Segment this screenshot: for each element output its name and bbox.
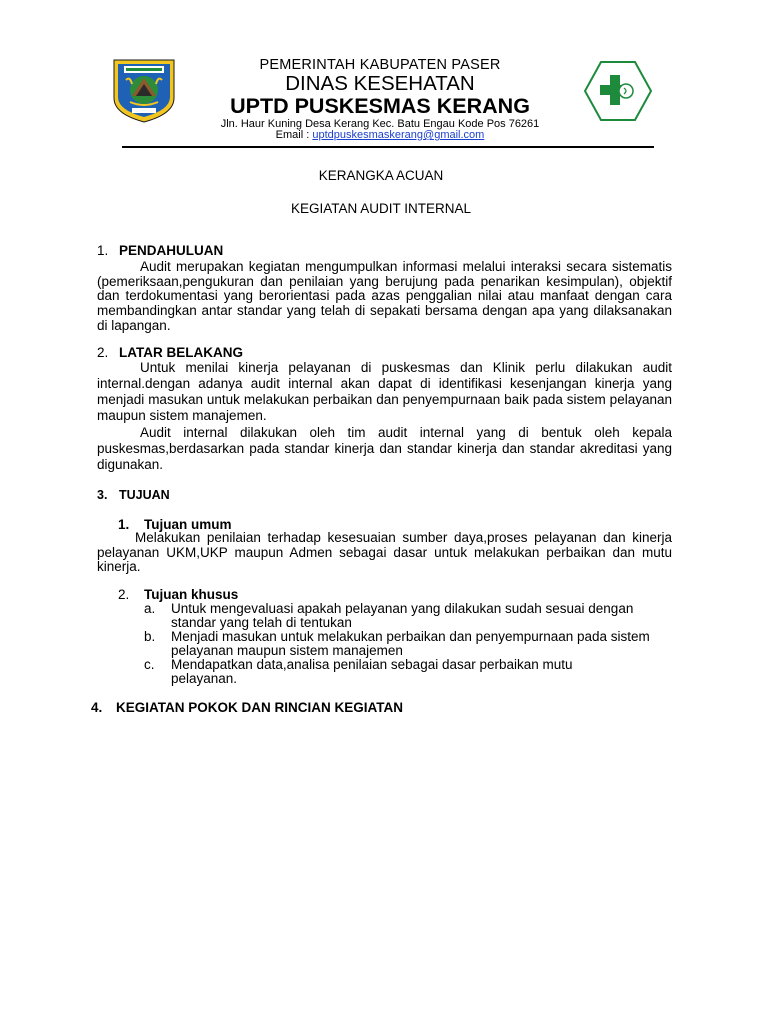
section-2-paragraph-2: Audit internal dilakukan oleh tim audit internal yang di bentuk oleh kepala puskesmas,berdasarkan pada standar kinerja dan standar kinerja dan standar akreditasi yang digunakan. (97, 425, 672, 472)
header-email-line (180, 129, 580, 141)
list-item-b-text: Menjadi masukan untuk melakukan perbaikan dan penyempurnaan pada sistem pelayanan maupun sistem manajemen (171, 629, 650, 658)
tujuan-umum-heading: Tujuan umum (144, 517, 232, 532)
section-3-heading: TUJUAN (119, 488, 170, 502)
kabupaten-paser-emblem-icon (110, 58, 178, 124)
tujuan-khusus-heading: Tujuan khusus (144, 587, 239, 602)
list-item-c-letter: c. (144, 657, 155, 672)
header-government-name: PEMERINTAH KABUPATEN PASER (259, 57, 501, 73)
email-link[interactable]: uptdpuskesmaskerang@gmail.com (312, 129, 485, 141)
list-item-b-letter: b. (144, 629, 156, 644)
section-1-number: 1. (97, 243, 109, 258)
section-4-heading: KEGIATAN POKOK DAN RINCIAN KEGIATAN (116, 700, 403, 715)
list-item-a-text: Untuk mengevaluasi apakah pelayanan yang dilakukan sudah sesuai dengan standar yang telah di tentukan (171, 601, 634, 630)
section-3-number: 3. (97, 488, 108, 502)
header-divider (122, 146, 654, 148)
tujuan-khusus-number: 2. (118, 587, 130, 602)
document-title: KERANGKA ACUAN (318, 168, 444, 183)
section-1-heading: PENDAHULUAN (119, 243, 224, 258)
section-1-paragraph: Audit merupakan kegiatan mengumpulkan informasi melalui interaksi secara sistematis (pemeriksaan,pengukuran dan penilaian yang berujung pada penarikan kesimpulan), objektif dan terdokumentasi yang berorientasi pada azas penggalian nilai atau manfaat dengan cara membandingkan antar standar yang telah di sepakati bersama dengan apa yang dilaksanakan di lapangan. (97, 259, 672, 333)
tujuan-umum-paragraph: Melakukan penilaian terhadap kesesuaian sumber daya,proses pelayanan dan kinerja pelayanan UKM,UKP maupun Admen sebagai dasar untuk melakukan perbaikan dan mutu kinerja. (97, 530, 672, 575)
header-department-name: DINAS KESEHATAN (285, 72, 475, 95)
section-2-heading: LATAR BELAKANG (119, 345, 243, 360)
document-subtitle: KEGIATAN AUDIT INTERNAL (290, 201, 472, 216)
section-2-number: 2. (97, 345, 109, 360)
tujuan-umum-number: 1. (118, 517, 130, 532)
list-item-a-letter: a. (144, 601, 156, 616)
list-item-c-text: Mendapatkan data,analisa penilaian sebagai dasar perbaikan mutu pelayanan. (171, 657, 573, 686)
puskesmas-logo-icon (584, 61, 652, 121)
email-label: Email : (275, 129, 313, 141)
section-2-paragraph-1: Untuk menilai kinerja pelayanan di puskesmas dan Klinik perlu dilakukan audit internal.dengan adanya audit internal akan dapat di identifikasi kesenjangan kinerja yang menjadi masukan untuk melakukan perbaikan dan penyempurnaan baik pada sistem pelayanan maupun sistem manajemen. (97, 360, 672, 423)
header-address: Jln. Haur Kuning Desa Kerang Kec. Batu Engau Kode Pos 76261 (220, 118, 540, 130)
header-office-name: UPTD PUSKESMAS KERANG (230, 94, 530, 118)
section-4-number: 4. (91, 700, 103, 715)
